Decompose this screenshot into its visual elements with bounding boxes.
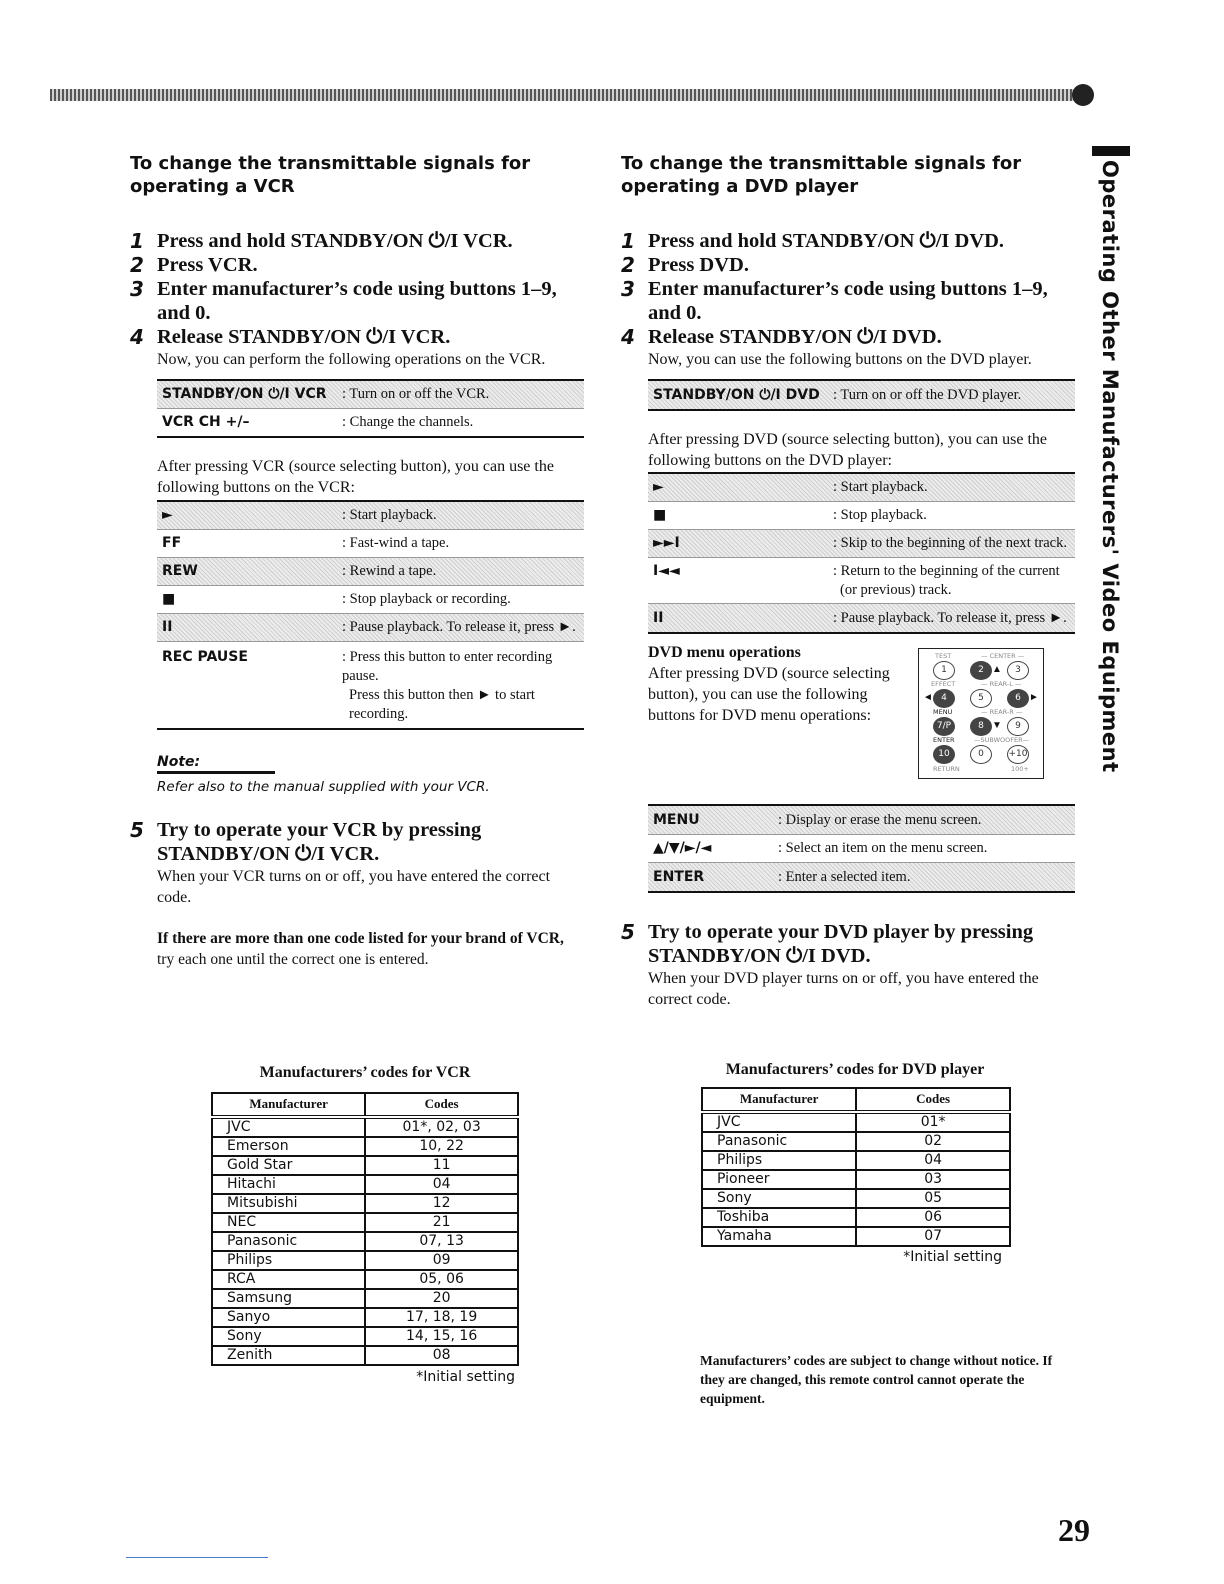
manufacturer-cell: Hitachi	[212, 1175, 365, 1194]
dvd-basic-ops-table	[648, 379, 1075, 411]
dvd-after-pressing: After pressing DVD (source selecting button), you can use the following buttons on the DVD player:	[648, 431, 1047, 469]
vcr-after-pressing: After pressing VCR (source selecting button), you can use the following buttons on the VCR:	[157, 458, 554, 496]
table-row: REC PAUSE : Press this button to enter recording pause. Press this button then ► to start recording.	[162, 649, 553, 722]
remote-key-1: 1	[933, 661, 955, 680]
code-cell: 08	[365, 1346, 518, 1365]
code-cell: 14, 15, 16	[365, 1327, 518, 1346]
vcr-step: 3 Enter manufacturer’s code using buttons 1–9, and 0.	[130, 277, 557, 324]
manufacturer-cell: Philips	[212, 1251, 365, 1270]
down-arrow-icon: ▼	[992, 720, 1002, 731]
manufacturer-cell: Sony	[702, 1189, 856, 1208]
table-row: ► : Start playback.	[648, 474, 1075, 502]
vcr-playback-ops-table	[157, 500, 584, 730]
code-cell: 17, 18, 19	[365, 1308, 518, 1327]
dvd-step: 1 Press and hold STANDBY/ON ⏻/I DVD.	[621, 229, 1005, 253]
table-header-row: Manufacturer Codes	[702, 1088, 1010, 1112]
vcr-basic-ops-table	[157, 379, 584, 438]
manufacturer-cell: Pioneer	[702, 1170, 856, 1189]
manufacturer-cell: JVC	[212, 1117, 365, 1137]
vcr-codes-table	[211, 1092, 519, 1366]
table-row	[212, 1308, 518, 1327]
table-row: ► : Start playback.	[157, 502, 584, 530]
code-cell: 07	[856, 1227, 1010, 1246]
dvd-steps	[621, 229, 1071, 370]
code-cell: 03	[856, 1170, 1010, 1189]
table-row: II : Pause playback. To release it, press ►.	[648, 604, 1075, 632]
table-row	[212, 1194, 518, 1213]
manufacturer-cell: Yamaha	[702, 1227, 856, 1246]
vcr-step: 1 Press and hold STANDBY/ON ⏻/I VCR.	[130, 229, 513, 253]
code-cell: 04	[856, 1151, 1010, 1170]
remote-key-3: 3	[1007, 661, 1029, 680]
table-row: ■ : Stop playback or recording.	[157, 586, 584, 614]
code-cell: 11	[365, 1156, 518, 1175]
table-row	[702, 1151, 1010, 1170]
table-row: FF : Fast-wind a tape.	[157, 530, 584, 558]
table-row	[212, 1327, 518, 1346]
table-row	[212, 1213, 518, 1232]
vcr-section-title: To change the transmittable signals for operating a VCR	[130, 153, 531, 197]
manufacturer-cell: Samsung	[212, 1289, 365, 1308]
table-row: ▲/▼/►/◄ : Select an item on the menu screen.	[648, 835, 1075, 863]
code-cell: 07, 13	[365, 1232, 518, 1251]
vcr-codes-title: Manufacturers’ codes for VCR	[259, 1064, 471, 1081]
vcr-note: Note: Refer also to the manual supplied with your VCR.	[157, 754, 490, 795]
table-row	[212, 1289, 518, 1308]
table-row: II : Pause playback. To release it, press ►.	[157, 614, 584, 642]
table-row	[212, 1251, 518, 1270]
code-cell: 02	[856, 1132, 1010, 1151]
vcr-multi-code-tip: If there are more than one code listed for your brand of VCR, try each one until the correct one is entered.	[157, 930, 564, 968]
manufacturer-cell: RCA	[212, 1270, 365, 1289]
footer-rule	[126, 1557, 268, 1558]
manufacturer-cell: Sony	[212, 1327, 365, 1346]
table-row	[702, 1170, 1010, 1189]
vcr-step: 2 Press VCR.	[130, 253, 258, 277]
dvd-step: 2 Press DVD.	[621, 253, 749, 277]
table-row	[212, 1270, 518, 1289]
remote-keypad-illustration: TEST — CENTER — 1 2 ▲ 3 EFFECT — REAR-L — ◄ 4 5 6 ► MENU — REAR-R — 7/P 8 ▼ 9 ENTER —SUBWOOFER— 10 0 +10 RETURN 100+	[918, 648, 1044, 779]
manufacturer-cell: Zenith	[212, 1346, 365, 1365]
vcr-steps	[130, 229, 580, 370]
code-cell: 20	[365, 1289, 518, 1308]
header-bullet	[1072, 84, 1094, 106]
page-number: 29	[1058, 1512, 1090, 1548]
manufacturer-cell: Gold Star	[212, 1156, 365, 1175]
manufacturer-cell: Mitsubishi	[212, 1194, 365, 1213]
dvd-codes-title: Manufacturers’ codes for DVD player	[725, 1061, 985, 1078]
manufacturer-cell: Sanyo	[212, 1308, 365, 1327]
manufacturer-cell: Panasonic	[212, 1232, 365, 1251]
right-arrow-icon: ►	[1029, 692, 1039, 703]
table-row: MENU : Display or erase the menu screen.	[648, 806, 1075, 835]
remote-key-2: 2	[970, 661, 992, 680]
remote-key-6: 6	[1007, 689, 1029, 708]
code-cell: 01*	[856, 1112, 1010, 1132]
vcr-step5: 5 Try to operate your VCR by pressing STANDBY/ON ⏻/I VCR. When your VCR turns on or off, you have entered the correct code.	[130, 818, 551, 906]
remote-key-9: 9	[1007, 717, 1029, 736]
table-row	[702, 1227, 1010, 1246]
sidebar-section-label: Operating Other Manufacturers' Video Equipment	[1098, 160, 1122, 773]
table-row	[212, 1137, 518, 1156]
dvd-step: 4 Release STANDBY/ON ⏻/I DVD.	[621, 325, 942, 349]
dvd-section-title: To change the transmittable signals for operating a DVD player	[621, 153, 1022, 197]
table-row: REW : Rewind a tape.	[157, 558, 584, 586]
remote-key-10: 10	[933, 745, 955, 764]
table-row: VCR CH +/– : Change the channels.	[162, 414, 474, 430]
vcr-step: 4 Release STANDBY/ON ⏻/I VCR.	[130, 325, 451, 349]
dvd-codes-disclaimer: Manufacturers’ codes are subject to change without notice. If they are changed, this remote control cannot operate the equipment.	[700, 1353, 1053, 1406]
dvd-menu-ops-intro: DVD menu operations After pressing DVD (source selecting button), you can use the following buttons for DVD menu operations:	[648, 644, 890, 724]
sidebar-marker	[1092, 146, 1130, 156]
code-cell: 09	[365, 1251, 518, 1270]
table-row	[702, 1208, 1010, 1227]
header-dotted-bar	[50, 89, 1080, 101]
manufacturer-cell: Toshiba	[702, 1208, 856, 1227]
dvd-menu-ops-table	[648, 804, 1075, 893]
remote-key-5: 5	[970, 689, 992, 708]
table-row	[212, 1232, 518, 1251]
table-row: STANDBY/ON ⏻/I DVD : Turn on or off the DVD player.	[648, 381, 1075, 409]
manufacturer-cell: Philips	[702, 1151, 856, 1170]
table-row: I◄◄ : Return to the beginning of the current (or previous) track.	[648, 558, 1075, 604]
remote-key-8: 8	[970, 717, 992, 736]
dvd-step5: 5 Try to operate your DVD player by pressing STANDBY/ON ⏻/I DVD. When your DVD player turns on or off, you have entered the correct code.	[621, 920, 1039, 1008]
table-row	[212, 1117, 518, 1137]
table-row	[702, 1132, 1010, 1151]
table-header-row: Manufacturer Codes	[212, 1093, 518, 1117]
code-cell: 06	[856, 1208, 1010, 1227]
table-row	[212, 1156, 518, 1175]
table-row: ENTER : Enter a selected item.	[648, 863, 1075, 891]
table-row: ►►I : Skip to the beginning of the next track.	[648, 530, 1075, 558]
up-arrow-icon: ▲	[992, 664, 1002, 675]
dvd-codes-table	[701, 1087, 1011, 1247]
remote-key-7p: 7/P	[933, 717, 955, 736]
code-cell: 12	[365, 1194, 518, 1213]
code-cell: 21	[365, 1213, 518, 1232]
table-row	[212, 1175, 518, 1194]
dvd-initial-setting: *Initial setting	[903, 1249, 1002, 1265]
remote-key-plus10: +10	[1007, 745, 1029, 764]
vcr-after-step4: Now, you can perform the following operations on the VCR.	[157, 351, 546, 368]
left-arrow-icon: ◄	[923, 692, 933, 703]
manufacturer-cell: JVC	[702, 1112, 856, 1132]
table-row	[702, 1112, 1010, 1132]
code-cell: 05	[856, 1189, 1010, 1208]
table-row: ■ : Stop playback.	[648, 502, 1075, 530]
dvd-after-step4: Now, you can use the following buttons on the DVD player.	[648, 351, 1032, 368]
dvd-step: 3 Enter manufacturer’s code using buttons 1–9, and 0.	[621, 277, 1048, 324]
table-row: STANDBY/ON ⏻/I VCR : Turn on or off the VCR.	[157, 381, 584, 409]
dvd-playback-ops-table	[648, 472, 1075, 634]
manufacturer-cell: Emerson	[212, 1137, 365, 1156]
manufacturer-cell: Panasonic	[702, 1132, 856, 1151]
code-cell: 04	[365, 1175, 518, 1194]
code-cell: 01*, 02, 03	[365, 1117, 518, 1137]
code-cell: 05, 06	[365, 1270, 518, 1289]
code-cell: 10, 22	[365, 1137, 518, 1156]
vcr-initial-setting: *Initial setting	[416, 1369, 515, 1385]
table-row	[702, 1189, 1010, 1208]
remote-key-4: 4	[933, 689, 955, 708]
table-row	[212, 1346, 518, 1365]
manufacturer-cell: NEC	[212, 1213, 365, 1232]
remote-key-0: 0	[970, 745, 992, 764]
